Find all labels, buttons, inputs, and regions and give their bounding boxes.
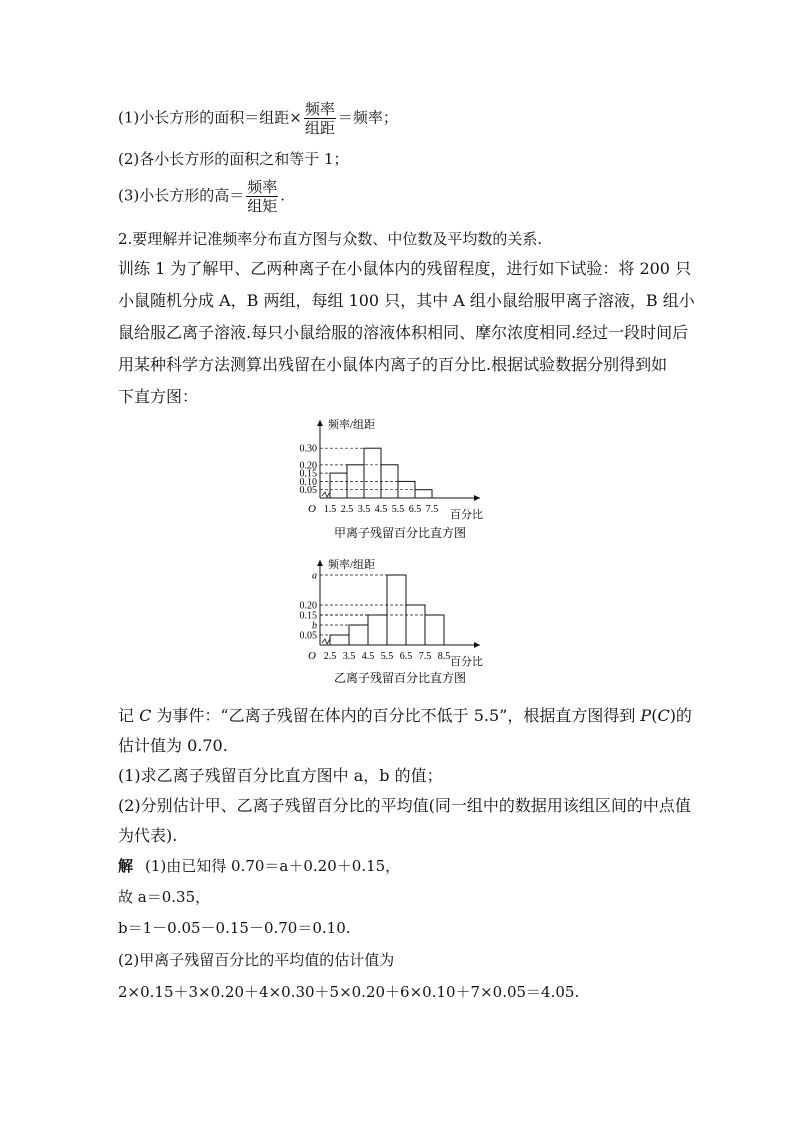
axis-break-mark [322, 492, 330, 497]
question-line-2: 估计值为 0.70. [118, 736, 228, 755]
y-axis-label: 频率/组距 [328, 559, 376, 571]
question-text: 为事件：“乙离子残留在体内的百分比不低于 5.5”，根据直方图得到 [151, 706, 641, 725]
x-axis-label: 百分比 [450, 656, 483, 668]
fraction-numerator: 频率 [304, 100, 335, 118]
solution-line: (2)甲离子残留百分比的平均值的估计值为 [118, 951, 395, 969]
fraction-denominator: 组矩 [247, 197, 278, 215]
x-tick-label: 6.5 [399, 651, 413, 662]
y-tick-label: 0.10 [299, 476, 317, 488]
question-line-1 [118, 700, 692, 732]
histogram-jia [280, 415, 520, 545]
y-tick-label: 0.15 [299, 610, 317, 622]
axis-break-mark [322, 639, 330, 644]
probability-symbol: P [640, 706, 652, 725]
x-tick-label: 7.5 [418, 651, 432, 662]
formula-item-1-suffix: ＝频率； [337, 108, 398, 127]
histogram-bar [415, 490, 432, 498]
y-tick-label: a [312, 570, 317, 582]
y-tick-label: 0.15 [299, 468, 317, 480]
x-tick-label: 3.5 [357, 504, 371, 515]
y-tick-label: 0.20 [299, 460, 317, 472]
histogram-bar [387, 575, 406, 645]
x-tick-label: 4.5 [374, 504, 388, 515]
question-text: ( [651, 706, 658, 725]
question-2-line-1: (2)分别估计甲、乙离子残留百分比的平均值(同一组中的数据用该组区间的中点值 [118, 796, 691, 815]
x-tick-label: 7.5 [425, 504, 439, 515]
histogram-bar [349, 625, 368, 645]
y-axis-arrow [317, 420, 323, 426]
chart-title: 乙离子残留百分比直方图 [333, 671, 467, 685]
origin-label: O [308, 503, 316, 515]
x-axis-arrow [474, 495, 480, 501]
x-tick-label: 6.5 [408, 504, 422, 515]
y-tick-label: 0.05 [299, 630, 317, 642]
solution-label: 解 [118, 857, 134, 875]
y-axis-label: 频率/组距 [328, 419, 376, 431]
x-tick-label: 3.5 [342, 651, 356, 662]
solution-line: 2×0.15＋3×0.20＋4×0.30＋5×0.20＋6×0.10＋7×0.05＝4.05. [118, 983, 580, 1001]
solution-text: (1)由已知得 0.70＝a＋0.20＋0.15， [145, 857, 401, 875]
fraction [304, 100, 336, 137]
histogram-bar [330, 635, 349, 645]
histogram-bar [406, 605, 425, 645]
formula-item-1 [118, 100, 398, 137]
x-axis-arrow [474, 642, 480, 648]
x-tick-label: 2.5 [323, 651, 337, 662]
origin-label: O [308, 650, 316, 662]
y-tick-label: 0.20 [299, 600, 317, 612]
event-symbol: C [657, 706, 670, 725]
y-axis-arrow [317, 560, 323, 566]
x-tick-label: 5.5 [380, 651, 394, 662]
event-symbol: C [139, 706, 152, 725]
histogram-bar [425, 615, 444, 645]
question-text: 记 [118, 706, 140, 725]
problem-line: 鼠给服乙离子溶液.每只小鼠给服的溶液体积相同、摩尔浓度相同.经过一段时间后 [118, 323, 689, 342]
histogram-bar [364, 448, 381, 498]
histogram-yi [280, 555, 520, 690]
x-tick-label: 2.5 [340, 504, 354, 515]
fraction-numerator: 频率 [247, 178, 278, 196]
x-tick-label: 1.5 [323, 504, 337, 515]
point-2: 2.要理解并记准频率分布直方图与众数、中位数及平均数的关系. [118, 230, 543, 248]
solution-line: b＝1－0.05－0.15－0.70＝0.10. [118, 919, 351, 937]
problem-line: 下直方图： [118, 387, 199, 406]
formula-item-2: (2)各小长方形的面积之和等于 1； [118, 150, 349, 168]
formula-item-3-suffix: . [280, 186, 286, 205]
formula-item-3-prefix: (3)小长方形的高＝ [118, 186, 245, 205]
question-2-line-2: 为代表). [118, 826, 178, 845]
y-tick-label: b [312, 620, 317, 632]
fraction [246, 178, 278, 215]
y-tick-label: 0.30 [299, 443, 317, 455]
chart-title: 甲离子残留百分比直方图 [333, 526, 467, 540]
x-tick-label: 8.5 [437, 651, 451, 662]
y-tick-label: 0.05 [299, 485, 317, 497]
histogram-bar [368, 615, 387, 645]
question-text: )的 [669, 706, 692, 725]
x-tick-label: 4.5 [361, 651, 375, 662]
x-tick-label: 5.5 [391, 504, 405, 515]
x-axis-label: 百分比 [450, 509, 483, 521]
question-1: (1)求乙离子残留百分比直方图中 a，b 的值； [118, 766, 443, 785]
problem-line: 用某种科学方法测算出残留在小鼠体内离子的百分比.根据试验数据分别得到如 [118, 355, 668, 374]
histogram-bar [330, 473, 347, 498]
formula-item-3 [118, 178, 285, 215]
solution-line: 故 a＝0.35， [118, 888, 211, 906]
formula-item-1-prefix: (1)小长方形的面积＝组距× [118, 108, 302, 127]
fraction-denominator: 组距 [304, 119, 335, 137]
problem-line: 小鼠随机分成 A，B 两组，每组 100 只，其中 A 组小鼠给服甲离子溶液，B 组小 [118, 291, 695, 310]
solution-line-1 [118, 856, 400, 876]
problem-line: 训练 1 为了解甲、乙两种离子在小鼠体内的残留程度，进行如下试验：将 200 只 [118, 259, 692, 278]
